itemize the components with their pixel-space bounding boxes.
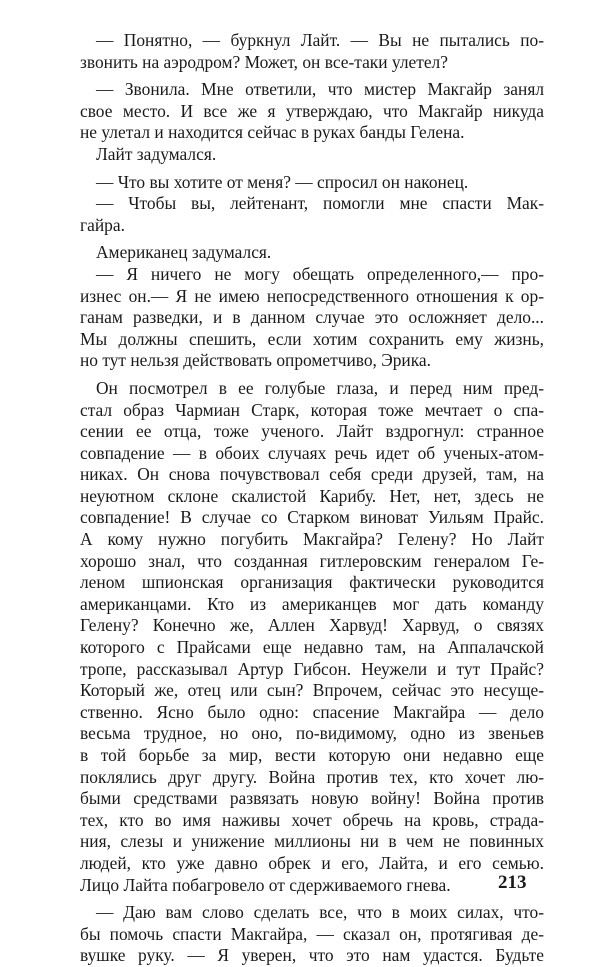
text-line: вушке руку. — Я уверен, что это нам удастся. Будьте — [80, 945, 544, 966]
paragraph — [80, 172, 544, 194]
text-line: ганам разведки, и в данном случае это осложняет дело... — [80, 307, 544, 328]
text-line: в той борьбе за мир, вести которую они недавно еще — [80, 745, 544, 765]
text-line: сении ее отца, тоже ученого. Лайт вздрогнул: странное — [80, 421, 544, 442]
text-line: леном шпионская организация фактически руководится — [80, 572, 544, 593]
text-line: ственно. Ясно было одно: спасение Макгайра — дело — [80, 701, 544, 722]
text-line: не улетал и находится сейчас в руках банды Гелена. — [80, 122, 465, 143]
text-line: неуютном склоне скалистой Карибу. Нет, нет, здесь не — [80, 485, 544, 506]
text-line: тех, кто во имя наживы хочет обречь на кровь, страда- — [80, 809, 544, 830]
text-line: Мы должны спешить, если хотим сохранить ему жизнь, — [80, 328, 544, 349]
text-line: — Что вы хотите от меня? — спросил он наконец. — [96, 171, 469, 192]
text-line: людей, кто уже давно обрек и его, Лайта, и его семью. — [80, 852, 544, 873]
text-line: весьма трудное, но оно, по-видимому, одно из звеньев — [80, 723, 544, 744]
text-line: — Даю вам слово сделать все, что в моих силах, что- — [96, 902, 544, 923]
text-line: совпадение! В случае со Старком виноват Уильям Прайс. — [80, 507, 544, 528]
text-line: А кому нужно погубить Макгайра? Гелену? Но Лайт — [80, 529, 544, 550]
text-line: звонить на аэродром? Может, он все-таки улетел? — [80, 51, 448, 72]
text-line: которого с Прайсами еще недавно там, на Аппалачской — [80, 637, 544, 658]
text-line: Он посмотрел в ее голубые глаза, и перед ним пред- — [96, 377, 544, 398]
text-line: Лайт задумался. — [96, 143, 217, 164]
text-line: Гелену? Конечно же, Аллен Харвуд! Харвуд, о связях — [80, 615, 544, 636]
paragraph — [80, 144, 544, 166]
text-line: — Я ничего не могу обещать определенного,— про- — [96, 263, 544, 284]
text-line: — Звонила. Мне ответили, что мистер Макгайр занял — [96, 79, 544, 100]
text-line: — Понятно, — буркнул Лайт. — Вы не пытались по- — [96, 30, 544, 50]
text-line: хорошо знал, что созданная гитлеровским генералом Ге- — [80, 550, 544, 571]
paragraph — [80, 902, 544, 967]
paragraph — [80, 264, 544, 372]
text-line: никах. Он снова почувствовал себя среди друзей, там, на — [80, 464, 544, 485]
text-line: бы помочь спасти Макгайра, — сказал он, протягивая де- — [80, 923, 544, 944]
book-page-text — [80, 30, 544, 967]
text-line: Который же, отец или сын? Впрочем, сейчас это несуще- — [80, 680, 544, 701]
text-line: гайра. — [80, 214, 125, 235]
paragraph — [80, 378, 544, 896]
text-line: — Чтобы вы, лейтенант, помогли мне спасти Мак- — [96, 193, 544, 214]
text-line: американцами. Кто из американцев мог дать команду — [80, 593, 544, 614]
text-line: Лицо Лайта побагровело от сдерживаемого гнева. — [80, 874, 451, 895]
text-line: стал образ Чармиан Старк, которая тоже мечтает о спа- — [80, 399, 544, 420]
text-line: быми средствами развязать новую войну! Война против — [80, 788, 544, 809]
text-line: тропе, рассказывал Артур Гибсон. Неужели и тут Прайс? — [80, 658, 544, 679]
text-line: поклялись друг другу. Война против тех, кто хочет лю- — [80, 766, 544, 787]
paragraph — [80, 30, 544, 73]
page-number: 213 — [498, 872, 527, 893]
text-line: но тут нельзя действовать опрометчиво, Эрика. — [80, 350, 431, 371]
paragraph — [80, 242, 544, 264]
text-line: свое место. И все же я утверждаю, что Макгайр никуда — [80, 100, 544, 121]
paragraph — [80, 79, 544, 144]
paragraph — [80, 193, 544, 236]
text-line: изнес он.— Я не имею непосредственного отношения к ор- — [80, 285, 544, 306]
text-line: ния, слезы и унижение миллионы ни в чем не повинных — [80, 831, 544, 852]
text-line: Американец задумался. — [96, 242, 272, 263]
text-line: совпадение — в обоих случаях речь идет об ученых-атом- — [80, 442, 544, 463]
